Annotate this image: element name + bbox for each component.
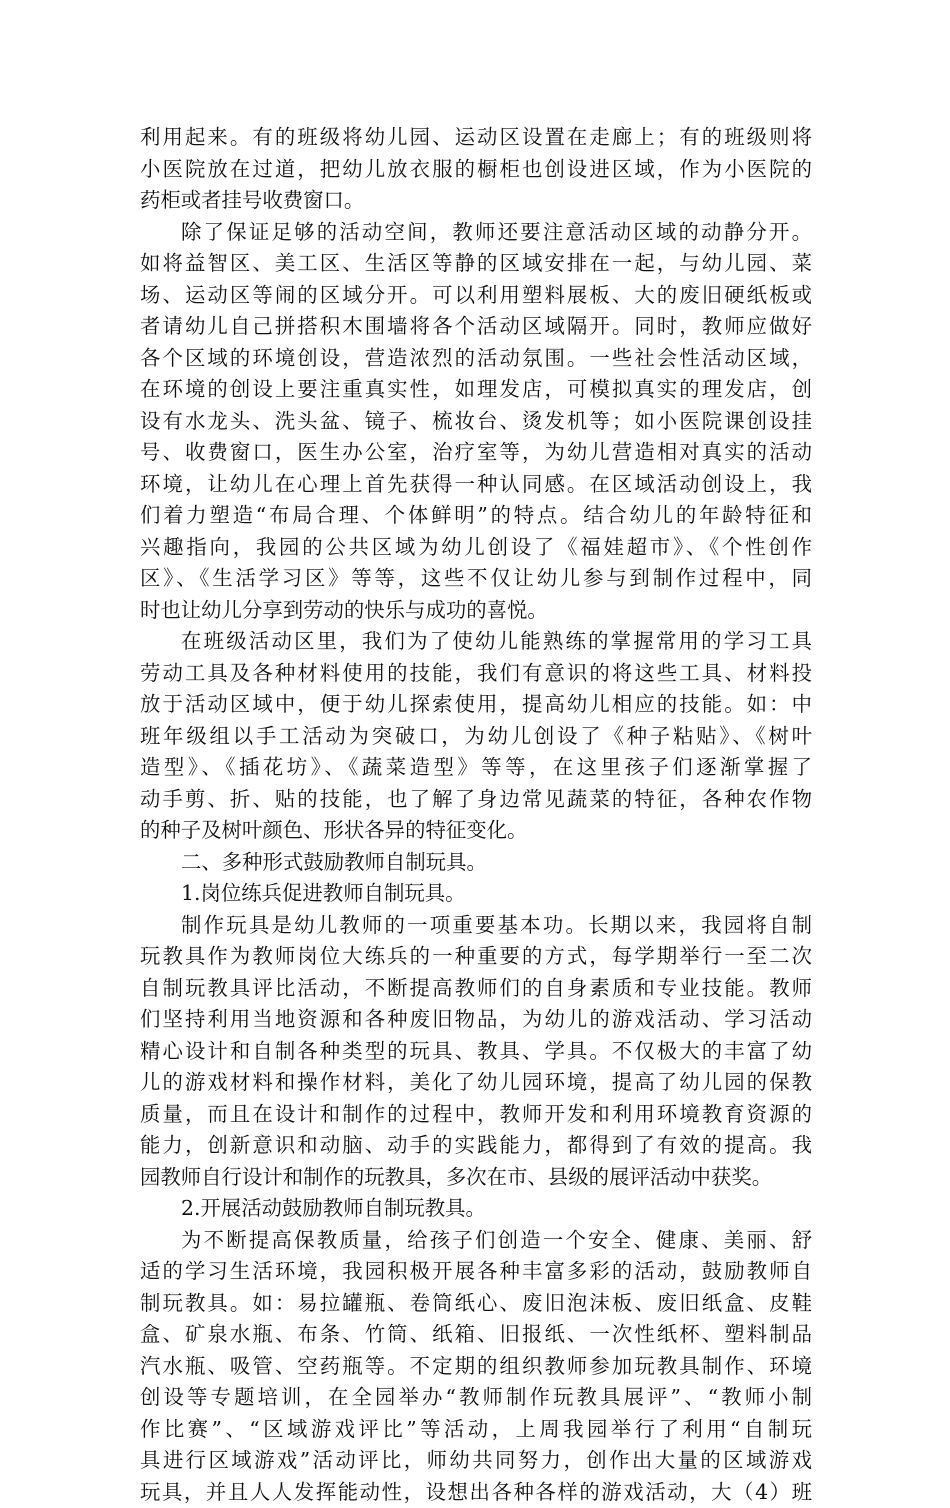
text-line: 自制玩教具评比活动，不断提高教师们的自身素质和专业技能。教师 (140, 973, 812, 1005)
text-line: 玩教具作为教师岗位大练兵的一种重要的方式，每学期举行一至二次 (140, 941, 812, 973)
text-line: 儿的游戏材料和操作材料，美化了幼儿园环境，提高了幼儿园的保教 (140, 1067, 812, 1099)
text-line: 动手剪、折、贴的技能，也了解了身边常见蔬菜的特征，各种农作物 (140, 784, 812, 816)
text-line: 药柜或者挂号收费窗口。 (140, 185, 812, 217)
text-line: 创设等专题培训，在全园举办“教师制作玩教具展评”、“教师小制 (140, 1382, 812, 1414)
text-line: 时也让幼儿分享到劳动的快乐与成功的喜悦。 (140, 595, 812, 627)
text-line: 在环境的创设上要注重真实性，如理发店，可模拟真实的理发店，创 (140, 374, 812, 406)
text-line: 1.岗位练兵促进教师自制玩具。 (140, 878, 812, 910)
text-line: 能力，创新意识和动脑、动手的实践能力，都得到了有效的提高。我 (140, 1130, 812, 1162)
text-line: 如将益智区、美工区、生活区等静的区域安排在一起，与幼儿园、菜 (140, 248, 812, 280)
text-line: 盒、矿泉水瓶、布条、竹筒、纸箱、旧报纸、一次性纸杯、塑料制品 (140, 1319, 812, 1351)
text-line: 们坚持利用当地资源和各种废旧物品，为幼儿的游戏活动、学习活动 (140, 1004, 812, 1036)
text-line: 玩具，并且人人发挥能动性，设想出各种各样的游戏活动，大（4）班 (140, 1477, 812, 1508)
text-line: 在班级活动区里，我们为了使幼儿能熟练的掌握常用的学习工具 (140, 626, 812, 658)
text-line: 的种子及树叶颜色、形状各异的特征变化。 (140, 815, 812, 847)
text-line: 2.开展活动鼓励教师自制玩教具。 (140, 1193, 812, 1225)
document-page (140, 122, 812, 1508)
text-line: 各个区域的环境创设，营造浓烈的活动氛围。一些社会性活动区域， (140, 343, 812, 375)
text-line: 适的学习生活环境，我园积极开展各种丰富多彩的活动，鼓励教师自 (140, 1256, 812, 1288)
text-line: 兴趣指向，我园的公共区域为幼儿创设了《福娃超市》、《个性创作 (140, 532, 812, 564)
text-line: 小医院放在过道，把幼儿放衣服的橱柜也创设进区域，作为小医院的 (140, 154, 812, 186)
text-line: 区》、《生活学习区》等等，这些不仅让幼儿参与到制作过程中，同 (140, 563, 812, 595)
text-line: 劳动工具及各种材料使用的技能，我们有意识的将这些工具、材料投 (140, 658, 812, 690)
text-line: 环境，让幼儿在心理上首先获得一种认同感。在区域活动创设上，我 (140, 469, 812, 501)
text-line: 具进行区域游戏”活动评比，师幼共同努力，创作出大量的区域游戏 (140, 1445, 812, 1477)
text-line: 制玩教具。如：易拉罐瓶、卷筒纸心、废旧泡沫板、废旧纸盒、皮鞋 (140, 1288, 812, 1320)
text-line: 者请幼儿自己拼搭积木围墙将各个活动区域隔开。同时，教师应做好 (140, 311, 812, 343)
text-line: 利用起来。有的班级将幼儿园、运动区设置在走廊上；有的班级则将 (140, 122, 812, 154)
text-line: 班年级组以手工活动为突破口，为幼儿创设了《种子粘贴》、《树叶 (140, 721, 812, 753)
text-line: 除了保证足够的活动空间，教师还要注意活动区域的动静分开。 (140, 217, 812, 249)
text-line: 们着力塑造“布局合理、个体鲜明”的特点。结合幼儿的年龄特征和 (140, 500, 812, 532)
text-line: 制作玩具是幼儿教师的一项重要基本功。长期以来，我园将自制 (140, 910, 812, 942)
text-line: 质量，而且在设计和制作的过程中，教师开发和利用环境教育资源的 (140, 1099, 812, 1131)
text-line: 为不断提高保教质量，给孩子们创造一个安全、健康、美丽、舒 (140, 1225, 812, 1257)
text-line: 精心设计和自制各种类型的玩具、教具、学具。不仅极大的丰富了幼 (140, 1036, 812, 1068)
text-line: 汽水瓶、吸管、空药瓶等。不定期的组织教师参加玩教具制作、环境 (140, 1351, 812, 1383)
text-line: 园教师自行设计和制作的玩教具，多次在市、县级的展评活动中获奖。 (140, 1162, 812, 1194)
text-line: 作比赛”、“区域游戏评比”等活动，上周我园举行了利用“自制玩 (140, 1414, 812, 1446)
text-line: 号、收费窗口，医生办公室，治疗室等，为幼儿营造相对真实的活动 (140, 437, 812, 469)
text-line: 放于活动区域中，便于幼儿探索使用，提高幼儿相应的技能。如：中 (140, 689, 812, 721)
text-line: 设有水龙头、洗头盆、镜子、梳妆台、烫发机等；如小医院课创设挂 (140, 406, 812, 438)
text-line: 二、多种形式鼓励教师自制玩具。 (140, 847, 812, 879)
text-line: 场、运动区等闹的区域分开。可以利用塑料展板、大的废旧硬纸板或 (140, 280, 812, 312)
text-line: 造型》、《插花坊》、《蔬菜造型》等等，在这里孩子们逐渐掌握了 (140, 752, 812, 784)
